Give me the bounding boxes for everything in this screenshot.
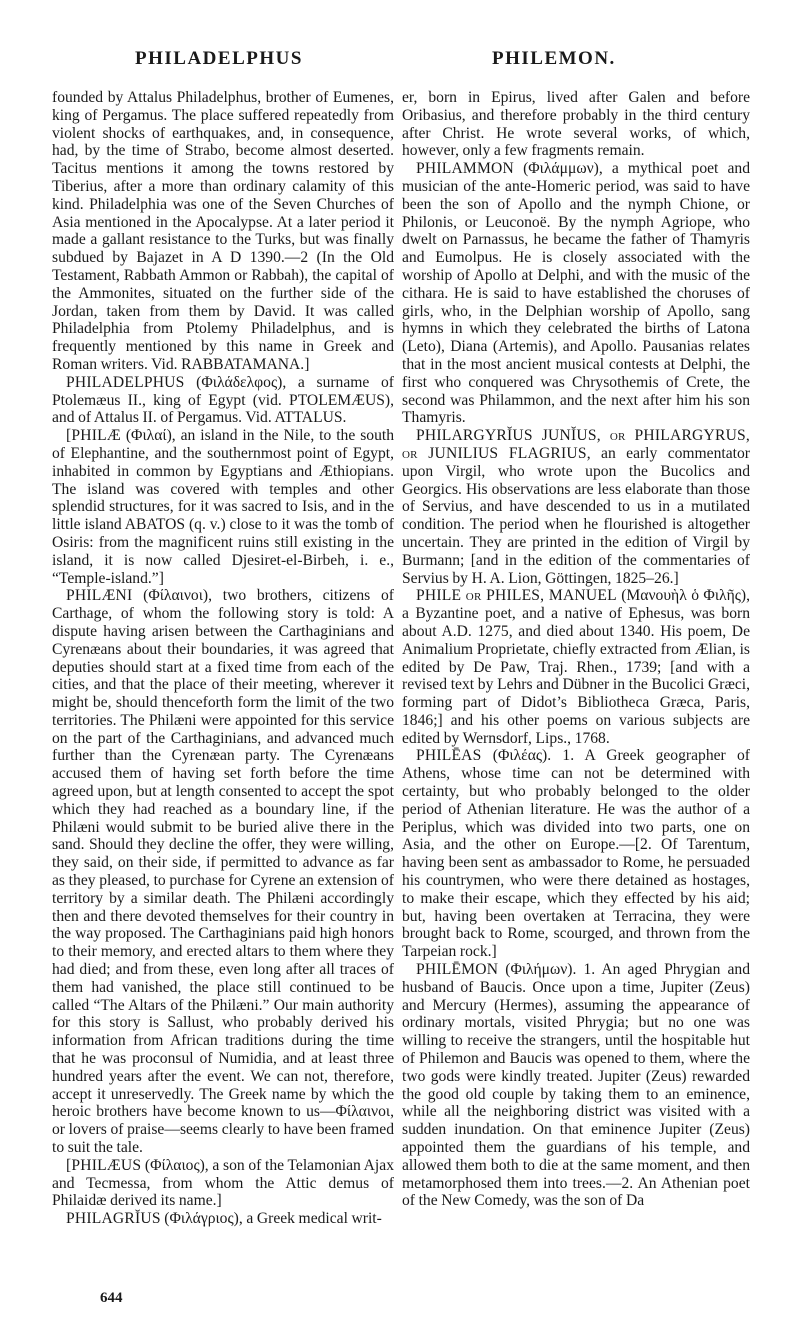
entry-headword: [PHILÆUS [66,1156,142,1174]
running-head-left: PHILADELPHUS [135,48,303,69]
running-head-right: PHILEMON. [492,48,616,69]
dictionary-entry [52,89,394,374]
entry-headword: PHILĒAS [416,747,482,765]
dictionary-entry [402,587,750,747]
entry-headword: PHILĒMON [416,961,499,979]
right-column [402,89,750,1210]
entry-text: (Φιλήμων). 1. An aged Phrygian and husband of Baucis. Once upon a time, Jupiter (Zeus) and Mercury (Hermes), assuming the appearance of ordinary mortals, visited Phrygia; but no one was willing to receive the strangers, until the hospitable hut of Philemon and Baucis was opened to them, where the two gods were kindly treated. Jupiter (Zeus) rewarded the good old couple by taking them to an eminence, while all the neighboring district was visited with a sudden inundation. On that eminence Jupiter (Zeus) appointed them the guardians of his temple, and allowed them both to die at the same moment, and then metamorphosed them into trees.—2. An Athenian poet of the New Comedy, was the son of Da [402,961,750,1210]
entry-headword: PHILE or PHILES, MANUEL [416,587,617,605]
entry-text: (Φιλαί), an island in the Nile, to the south of Elephantine, and the southernmost point of Egypt, inhabited in common by Egyptians and Æthiopians. The island was covered with temples and other splendid structures, for it was sacred to Isis, and in the little island ABATOS (q. v.) close to it was the tomb of Osiris: from the magnificent ruins still existing in the island, it is now called Djesiret-el-Birbeh, i. e., “Temple-island.”] [52,427,394,587]
entry-text: (Φιλάδελφος), a surname of Ptolemæus II., king of Egypt (vid. PTOLEMÆUS), and of Attalus II. of Pergamus. Vid. ATTALUS. [52,373,394,427]
dictionary-entry [402,89,750,160]
dictionary-entry [402,160,750,427]
dictionary-entry [52,1157,394,1210]
entry-text: (Φιλέας). 1. A Greek geographer of Athens, whose time can not be determined with certainty, but who probably belonged to the older period of Athenian literature. He was the author of a Periplus, which was divided into two parts, one on Asia, and the other on Europe.—[2. Of Tarentum, having been sent as ambassador to Rome, he persuaded his countrymen, who were there detained as hostages, to make their escape, which they effected by his aid; but, having been overtaken at Terracina, they were brought back to Rome, scourged, and thrown from the Tarpeian rock.] [402,747,750,961]
entry-text: (Μανουὴλ ὁ Φιλῆς), a Byzantine poet, and a native of Ephesus, was born about A.D. 1275, and died about 1340. His poem, De Animalium Proprietate, chiefly extracted from Ælian, is edited by De Paw, Traj. Rhen., 1739; [and with a revised text by Lehrs and Dübner in the Bucolici Græci, forming part of Didot’s Bibliotheca Græca, Paris, 1846;] and his other poems on various subjects are edited by Wernsdorf, Lips., 1768. [402,587,750,747]
dictionary-entry [402,427,750,587]
dictionary-entry [52,587,394,1157]
dictionary-entry [52,374,394,427]
entry-headword: PHILARGYRĬUS JUNĬUS, or PHILARGYRUS, or JUNILIUS FLAGRIUS [402,427,750,462]
running-header [0,48,800,78]
dictionary-entry [52,427,394,587]
entry-headword: PHILAMMON [416,160,514,178]
page-number: 644 [100,1290,123,1306]
entry-headword: [PHILÆ [66,427,121,445]
entry-headword: PHILAGRĬUS [66,1210,161,1228]
entry-text: (Φιλάγριος), a Greek medical writ- [160,1210,382,1228]
entry-text: (Φιλάμμων), a mythical poet and musician of the ante-Homeric period, was said to have been the son of Apollo and the nymph Chione, or Philonis, or Leuconoë. By the nymph Agriope, who dwelt on Parnassus, he became the father of Thamyris and Eumolpus. He is closely associated with the worship of Apollo at Delphi, and with the music of the cithara. He is said to have established the choruses of girls, who, in the Delphian worship of Apollo, sang hymns in which they celebrated the births of Latona (Leto), Diana (Artemis), and Apollo. Pausanias relates that in the most ancient musical contests at Delphi, the first who conquered was Chrysothemis of Crete, the second was Philammon, and the next after him his son Thamyris. [402,160,750,427]
dictionary-entry [402,747,750,961]
dictionary-entry [402,961,750,1210]
entry-text: (Φίλαινοι), two brothers, citizens of Carthage, of whom the following story is told: A dispute having arisen between the Carthaginians and Cyrenæans about their boundaries, it was agreed that deputies should start at a fixed time from each of the cities, and that the place of their meeting, wherever it might be, should thenceforth form the limit of the two territories. The Philæni were appointed for this service on the part of the Carthaginians, and advanced much further than the Cyrenæan party. The Cyrenæans accused them of having set forth before the time agreed upon, but at length consented to accept the spot which they had reached as a boundary line, if the Philæni would submit to be buried alive there in the sand. Should they decline the offer, they were willing, they said, on their side, if permitted to advance as far as they pleased, to purchase for Cyrene an extension of territory by a similar death. The Philæni accordingly then and there devoted themselves for their country in the way proposed. The Carthaginians paid high honors to their memory, and erected altars to them where they had died; and from these, even long after all traces of them had vanished, the place still continued to be called “The Altars of the Philæni.” Our main authority for this story is Sallust, who probably derived his information from African traditions during the time that he was proconsul of Numidia, and at least three hundred years after the event. We can not, therefore, accept it unreservedly. The Greek name by which the heroic brothers have become known to us—Φίλαινοι, or lovers of praise—seems clearly to have been framed to suit the tale. [52,587,394,1157]
left-column [52,89,394,1228]
entry-text: (Φίλαιος), a son of the Telamonian Ajax and Tecmessa, from whom the Attic demus of Philaidæ derived its name.] [52,1156,394,1210]
dictionary-entry [52,1210,394,1228]
entry-text: , an early commentator upon Virgil, who wrote upon the Bucolics and Georgics. His observations are less elaborate than those of Servius, and have descended to us in a mutilated condition. The period when he flourished is altogether uncertain. They are printed in the edition of Virgil by Burmann; [and in the edition of the commentaries of Servius by H. A. Lion, Göttingen, 1825–26.] [402,444,750,587]
entry-headword: PHILADELPHUS [66,373,185,391]
entry-headword: PHILÆNI [66,587,133,605]
entry-text: founded by Attalus Philadelphus, brother of Eumenes, king of Pergamus. The place suffered repeatedly from violent shocks of earthquakes, and, in consequence, had, by the time of Strabo, become almost deserted. Tacitus mentions it among the towns restored by Tiberius, after a more than ordinary calamity of this kind. Philadelphia was one of the Seven Churches of Asia mentioned in the Apocalypse. At a later period it made a gallant resistance to the Turks, but was finally subdued by Bajazet in A D 1390.—2 (In the Old Testament, Rabbath Ammon or Rabbah), the capital of the Ammonites, situated on the further side of the Jordan, taken from them by David. It was called Philadelphia from Ptolemy Philadelphus, and is frequently mentioned by this name in Greek and Roman writers. Vid. RABBATAMANA.] [52,89,394,373]
entry-text: er, born in Epirus, lived after Galen and before Oribasius, and therefore probably in the third century after Christ. He wrote several works, of which, however, only a few fragments remain. [402,89,750,160]
